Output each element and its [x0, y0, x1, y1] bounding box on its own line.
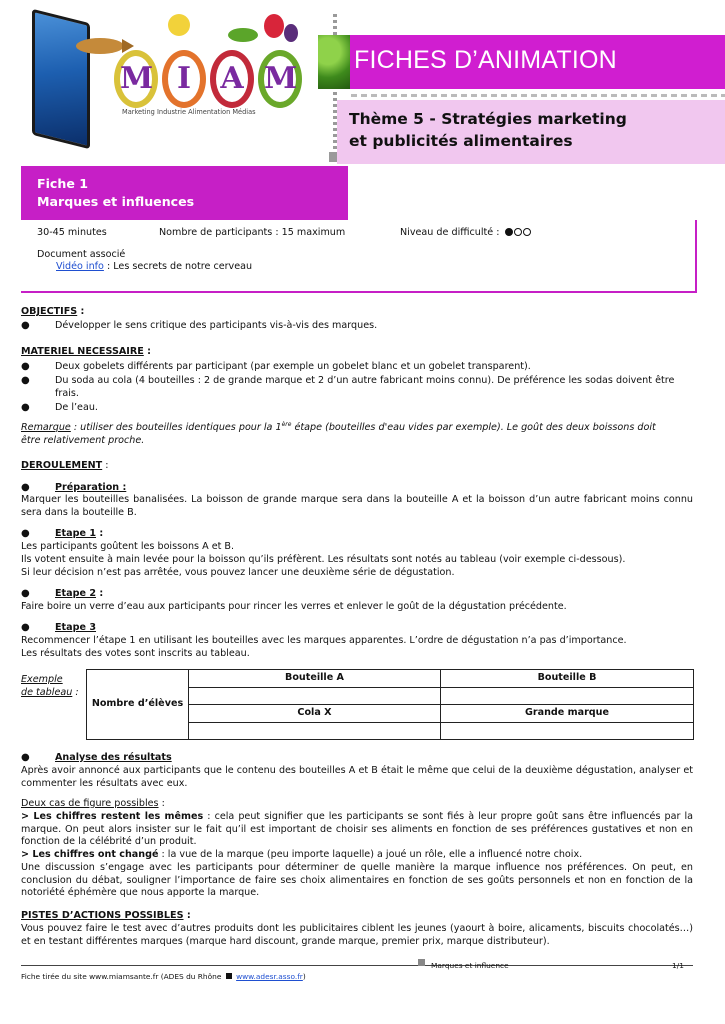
logo-letter-m1: M	[114, 50, 158, 108]
etape2-title	[55, 588, 103, 601]
footer-source	[21, 971, 306, 984]
logo-letter-i: I	[162, 50, 206, 108]
document-label: Document associé	[37, 249, 126, 260]
materiel-item-3: De l’eau.	[55, 402, 98, 413]
bullet-icon: ●	[21, 361, 30, 372]
fiche-info-box	[21, 220, 697, 293]
objectifs-heading-text: OBJECTIFS	[21, 306, 78, 317]
table-cell-empty	[189, 687, 441, 705]
table-label-line1: Exemple	[21, 674, 63, 685]
conclusion-text: Une discussion s’engage avec les participants pour déterminer de quelle manière la marque influence nos préférences. On peut, en conclusion du débat, souligner l’importance de faire ses choix alimentaires en fonction de ses goûts personnels et non en fonction de la notoriété éphémère que nous apporte la marque.	[21, 862, 693, 899]
banner-dashed-rule	[351, 94, 725, 97]
participants: Nombre de participants : 15 maximum	[159, 227, 346, 238]
footer-title: Marques et influence	[431, 961, 509, 970]
cas-1-label: > Les chiffres restent les mêmes	[21, 811, 204, 822]
table-label-colon: :	[72, 687, 79, 698]
etape2-colon: :	[96, 588, 104, 599]
peas-photo	[318, 35, 350, 89]
preparation-text: Marquer les bouteilles banalisées. La boisson de grande marque sera dans la bouteille A et la boisson d’un autre fabricant moins connu sera dans la bouteille B.	[21, 494, 693, 518]
fiches-banner	[318, 35, 725, 89]
difficulty	[400, 227, 532, 241]
footer-source-text: Fiche tirée du site www.miamsante.fr (ADES du Rhône	[21, 972, 222, 981]
bullet-icon: ●	[21, 375, 30, 386]
miam-logo	[28, 10, 318, 140]
objectifs-colon: :	[77, 306, 85, 317]
materiel-item-2: Du soda au cola (4 bouteilles : 2 de grande marque et 2 d’un autre fabricant moins connu). De préférence les sodas doivent être	[55, 375, 675, 386]
col-bouteille-a: Bouteille A	[189, 670, 441, 688]
theme-box	[337, 100, 725, 164]
fiche-title: Marques et influences	[37, 194, 195, 209]
cas-1-text: : cela peut signifier que les participants se sont fiés à leur propre goût sans être influencés par la marque. On peut alors insister sur le fait qu’il est important de choisir ses aliments en fonction de ses préférences gustatives et non en fonction de la célébrité d’un produit.	[21, 811, 693, 848]
table-cell-empty	[189, 722, 441, 740]
video-description: : Les secrets de notre cerveau	[103, 261, 253, 272]
logo-letter-a: A	[210, 50, 254, 108]
remarque-sup: ère	[281, 421, 292, 428]
table-label-line2: de tableau	[21, 687, 73, 698]
pistes-heading	[21, 910, 191, 923]
etape3-line2: Les résultats des votes sont inscrits au tableau.	[21, 648, 250, 659]
analyse-text: Après avoir annoncé aux participants que le contenu des bouteilles A et B était le même que celui de la deuxième dégustation, analyser et commenter les résultats avec eux.	[21, 765, 693, 789]
table-row	[87, 670, 694, 688]
difficulty-dots	[505, 228, 532, 241]
empty-dot-icon	[514, 228, 522, 236]
theme-title-line2: et publicités alimentaires	[349, 132, 573, 150]
deux-cas-text: Deux cas de figure possibles	[21, 798, 159, 809]
etape2-title-text: Etape 2	[55, 588, 97, 599]
video-info-link[interactable]: Vidéo info	[56, 261, 104, 272]
etape2-line1: Faire boire un verre d’eau aux participants pour rincer les verres et enlever le goût de la dégustation précédente.	[21, 601, 567, 612]
bullet-icon: ●	[21, 622, 30, 633]
table-label	[21, 673, 79, 699]
pistes-colon: :	[183, 910, 191, 921]
remarque	[21, 422, 656, 435]
materiel-colon: :	[143, 346, 151, 357]
analyse-title: Analyse des résultats	[55, 752, 172, 763]
etape1-title	[55, 528, 103, 541]
fiche-number: Fiche 1	[37, 176, 89, 191]
materiel-item-2-cont: frais.	[55, 388, 79, 399]
pistes-heading-text: PISTES D’ACTIONS POSSIBLES	[21, 910, 184, 921]
materiel-heading-text: MATERIEL NECESSAIRE	[21, 346, 144, 357]
footer-square-marker	[418, 959, 425, 966]
empty-dot-icon	[523, 228, 531, 236]
pistes-text: Vous pouvez faire le test avec d’autres produits dont les publicitaires ciblent les jeunes (yaourt à boire, alicaments, biscuits chocolatés…) et en testant différentes marques (marque hard discount, grande marque, premier prix, marque distributeur).	[21, 923, 693, 947]
logo-subtitle: Marketing Industrie Alimentation Médias	[122, 108, 256, 116]
fiche-title-box	[21, 166, 348, 220]
etape3-title: Etape 3	[55, 622, 97, 633]
row-header-nombre: Nombre d’élèves	[87, 670, 189, 740]
footer-source-link[interactable]: www.adesr.asso.fr	[236, 972, 303, 981]
footer-rule	[21, 965, 693, 966]
deroulement-colon: :	[102, 460, 109, 471]
table-cell-empty	[441, 687, 694, 705]
duration: 30-45 minutes	[37, 227, 107, 238]
etape1-colon: :	[96, 528, 104, 539]
materiel-heading	[21, 346, 151, 359]
banner-title: FICHES D’ANIMATION	[354, 46, 617, 74]
etape1-line3: Si leur décision n’est pas arrêtée, vous pouvez lancer une deuxième série de dégustation.	[21, 567, 455, 578]
table-cell-empty	[441, 722, 694, 740]
objectifs-heading	[21, 306, 84, 319]
theme-title-line1: Thème 5 - Stratégies marketing	[349, 110, 627, 128]
logo-letter-m2: M	[258, 50, 302, 108]
remarque-text-a: : utiliser des bouteilles identiques pour la 1	[70, 422, 282, 433]
etape1-line2: Ils votent ensuite à main levée pour la boisson qu’ils préfèrent. Les résultats sont notés au tableau (voir exemple ci-dessous).	[21, 554, 626, 565]
objectif-item: Développer le sens critique des participants vis-à-vis des marques.	[55, 320, 378, 331]
col-grande-marque: Grande marque	[441, 705, 694, 723]
footer-close-paren: )	[302, 972, 306, 981]
cas-2	[21, 849, 693, 862]
bullet-icon: ●	[21, 402, 30, 413]
col-bouteille-b: Bouteille B	[441, 670, 694, 688]
etape1-line1: Les participants goûtent les boissons A et B.	[21, 541, 235, 552]
deroulement-heading-text: DEROULEMENT	[21, 460, 103, 471]
miam-wordmark	[114, 50, 314, 112]
bullet-icon: ●	[21, 320, 30, 331]
deux-cas	[21, 798, 165, 811]
bullet-icon: ●	[21, 528, 30, 539]
square-icon	[226, 973, 232, 979]
remarque-cont: être relativement proche.	[21, 435, 145, 446]
etape1-title-text: Etape 1	[55, 528, 97, 539]
etape3-line1: Recommencer l’étape 1 en utilisant les bouteilles avec les marques apparentes. L’ordre de dégustation n’a pas d’importance.	[21, 635, 627, 646]
remarque-label: Remarque	[21, 422, 71, 433]
theme-title	[349, 108, 627, 152]
bullet-icon: ●	[21, 752, 30, 763]
materiel-item-1: Deux gobelets différents par participant (par exemple un gobelet blanc et un gobelet transparent).	[55, 361, 531, 372]
video-info	[56, 261, 252, 274]
lemon-illustration	[168, 14, 190, 36]
grape-illustration	[284, 24, 298, 42]
remarque-text-b: étape (bouteilles d'eau vides par exemple). Le goût des deux boissons doit	[291, 422, 656, 433]
deux-cas-colon: :	[158, 798, 165, 809]
preparation-title: Préparation :	[55, 482, 127, 493]
bullet-icon: ●	[21, 588, 30, 599]
filled-dot-icon	[505, 228, 513, 236]
bullet-icon: ●	[21, 482, 30, 493]
monitor-illustration	[32, 9, 90, 149]
deroulement-heading	[21, 460, 109, 473]
leaf-illustration	[228, 28, 258, 42]
cas-2-text: : la vue de la marque (peu importe laquelle) a joué un rôle, elle a influencé notre choix.	[158, 849, 583, 860]
footer-page-number: 1/1	[672, 961, 684, 970]
col-cola-x: Cola X	[189, 705, 441, 723]
difficulty-label: Niveau de difficulté :	[400, 227, 500, 238]
results-table	[86, 669, 694, 740]
strawberry-illustration	[264, 14, 284, 38]
cas-1	[21, 811, 693, 849]
cas-2-label: > Les chiffres ont changé	[21, 849, 159, 860]
